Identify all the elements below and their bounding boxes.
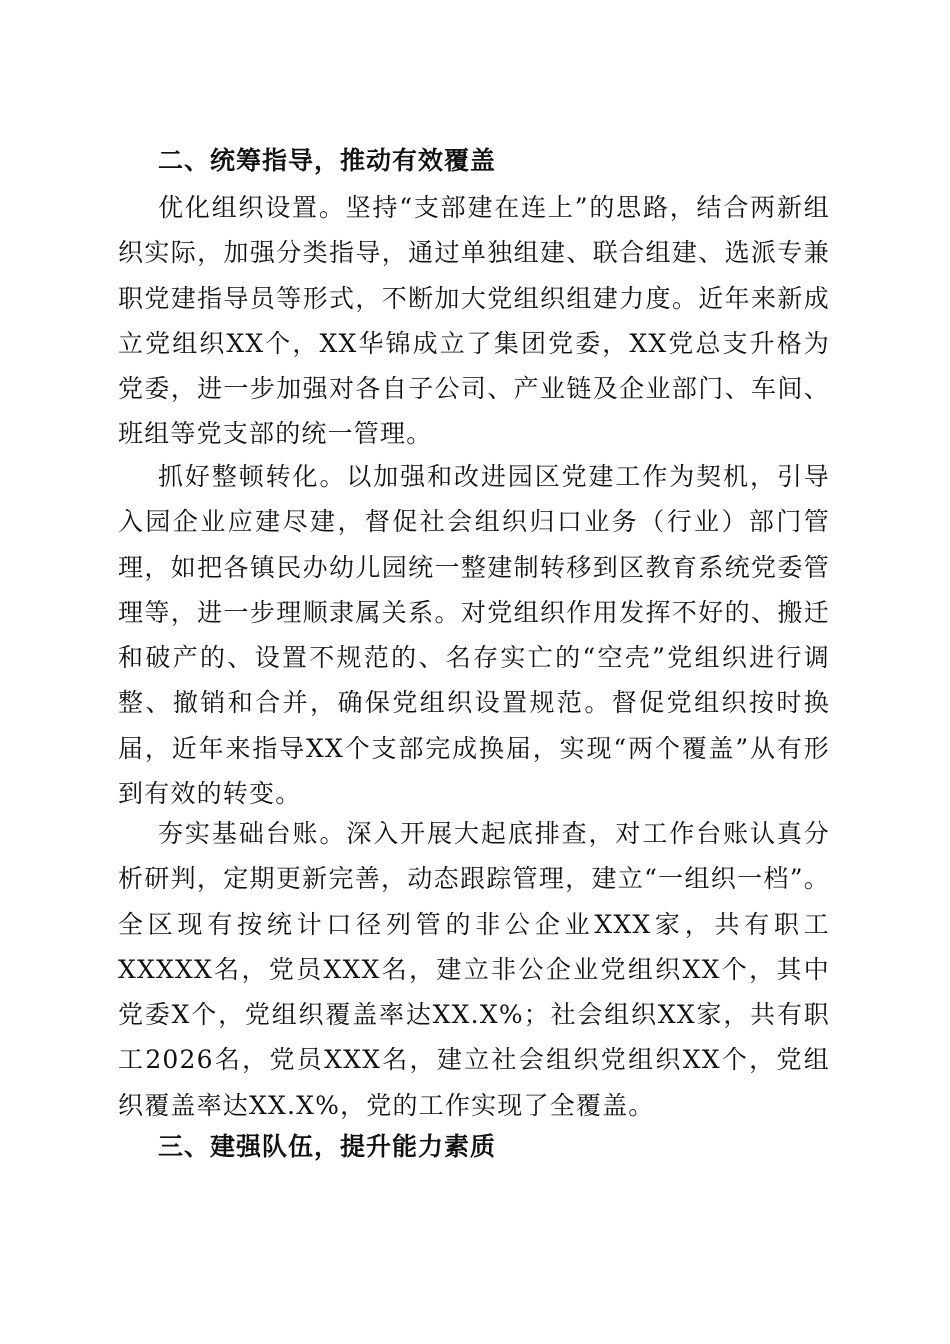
- paragraph-rectification: 抓好整顿转化。以加强和改进园区党建工作为契机，引导入园企业应建尽建，督促社会组织归口业务（行业）部门管理，如把各镇民办幼儿园统一整建制转移到区教育系统党委管理等，进一步理顺隶属关系。对党组织作用发挥不好的、搬迁和破产的、设置不规范的、名存实亡的“空壳”党组织进行调整、撤销和合并，确保党组织设置规范。督促党组织按时换届，近年来指导XX个支部完成换届，实现“两个覆盖”从有形到有效的转变。: [118, 462, 830, 809]
- paragraph-organization-setup-block: [118, 185, 830, 457]
- paragraph-organization-setup: 优化组织设置。坚持“支部建在连上”的思路，结合两新组织实际，加强分类指导，通过单独组建、联合组建、选派专兼职党建指导员等形式，不断加大党组织组建力度。近年来新成立党组织XX个，XX华锦成立了集团党委，XX党总支升格为党委，进一步加强对各自子公司、产业链及企业部门、车间、班组等党支部的统一管理。: [118, 193, 830, 449]
- paragraph-ledger: 夯实基础台账。深入开展大起底排查，对工作台账认真分析研判，定期更新完善，动态跟踪管理，建立“一组织一档”。全区现有按统计口径列管的非公企业XXX家，共有职工XXXXX名，党员XXX名，建立非公企业党组织XX个，其中党委X个，党组织覆盖率达XX.X%；社会组织XX家，共有职工2026名，党员XXX名，建立社会组织党组织XX个，党组织覆盖率达XX.X%，党的工作实现了全覆盖。: [118, 819, 830, 1120]
- paragraph-ledger-block: [118, 811, 830, 1128]
- section-heading-3: 三、建强队伍，提升能力素质: [158, 1132, 497, 1161]
- section-heading-2: 二、统筹指导，推动有效覆盖: [158, 146, 497, 175]
- paragraph-rectification-block: [118, 454, 830, 816]
